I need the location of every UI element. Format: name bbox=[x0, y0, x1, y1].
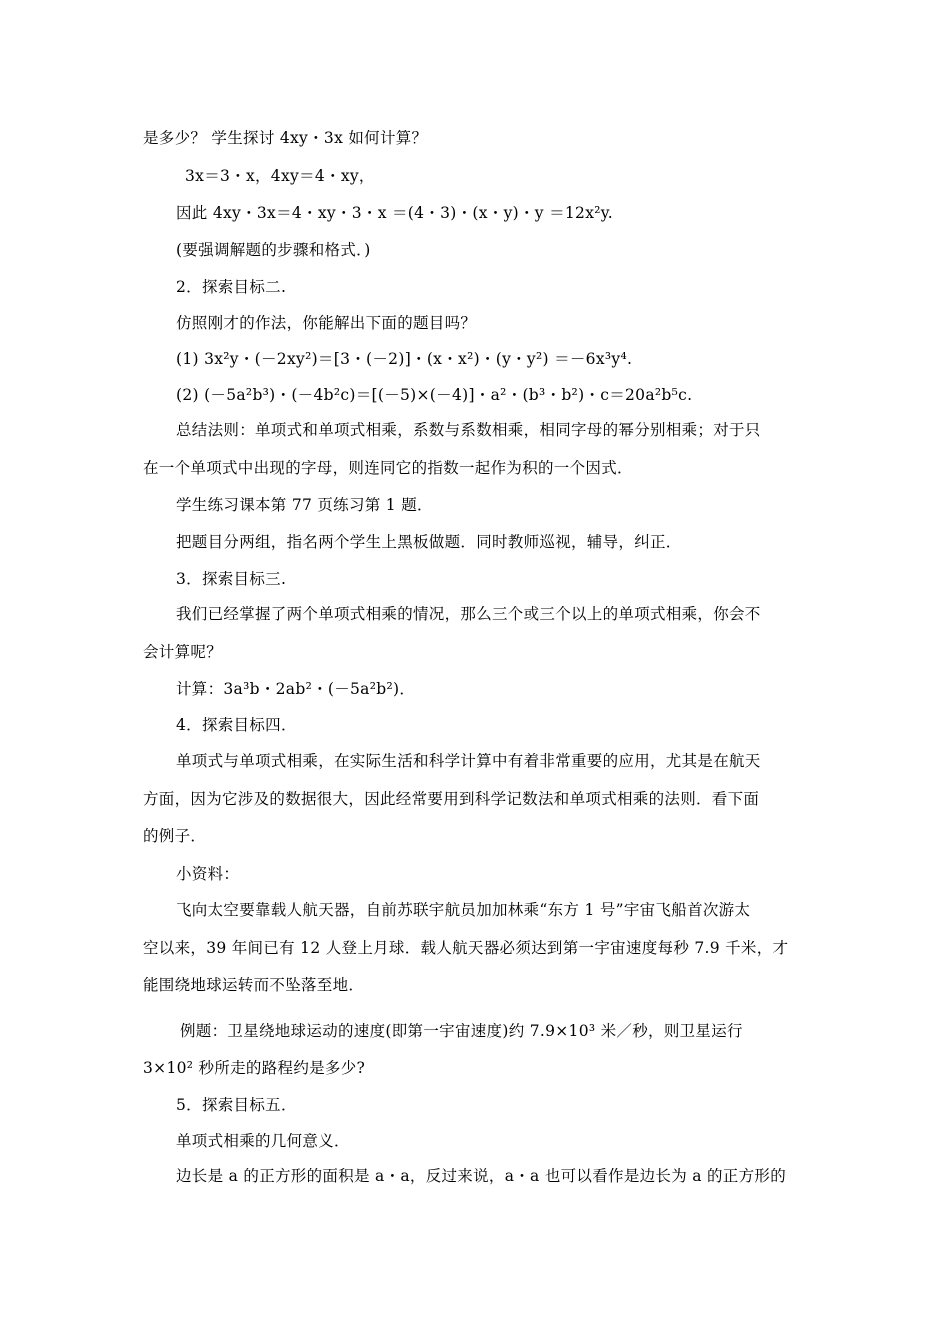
text-line: 边长是 a 的正方形的面积是 a・a，反过来说，a・a 也可以看作是边长为 a 的正方形的 bbox=[176, 1167, 787, 1185]
equation-line: 计算：3a³b・2ab²・(－5a²b²)． bbox=[176, 680, 416, 698]
text-line: 例题：卫星绕地球运动的速度(即第一宇宙速度)约 7.9×10³ 米／秒，则卫星运行 bbox=[180, 1022, 743, 1040]
text-line: 能围绕地球运转而不坠落至地． bbox=[143, 976, 365, 994]
text-line: 空以来，39 年间已有 12 人登上月球．载人航天器必须达到第一宇宙速度每秒 7.9 千米，才 bbox=[143, 939, 789, 957]
text-line: 在一个单项式中出现的字母，则连同它的指数一起作为积的一个因式． bbox=[143, 459, 633, 477]
text-line: 单项式相乘的几何意义． bbox=[176, 1132, 350, 1150]
text-line: 把题目分两组，指名两个学生上黑板做题．同时教师巡视，辅导，纠正． bbox=[176, 533, 682, 551]
section-heading: 2．探索目标二. bbox=[176, 278, 287, 296]
text-line: 小资料： bbox=[176, 865, 240, 883]
text-line: 单项式与单项式相乘，在实际生活和科学计算中有着非常重要的应用，尤其是在航天 bbox=[176, 752, 761, 770]
text-line: 3x＝3・x，4xy＝4・xy， bbox=[185, 167, 375, 185]
text-line: 会计算呢？ bbox=[143, 643, 223, 661]
equation-line: (2) (－5a²b³)・(－4b²c)＝[(－5)×(－4)]・a²・(b³・b²)・c＝20a²b⁵c. bbox=[176, 386, 693, 404]
text-line: 我们已经掌握了两个单项式相乘的情况，那么三个或三个以上的单项式相乘，你会不 bbox=[176, 605, 761, 623]
text-line: 飞向太空要靠载人航天器，自前苏联宇航员加加林乘“东方 1 号”宇宙飞船首次游太 bbox=[176, 901, 751, 919]
text-line: 是多少？ 学生探讨 4xy・3x 如何计算？ bbox=[143, 129, 428, 147]
text-line: 方面，因为它涉及的数据很大，因此经常要用到科学记数法和单项式相乘的法则．看下面 bbox=[143, 790, 760, 808]
text-line: 3×10² 秒所走的路程约是多少? bbox=[143, 1059, 366, 1077]
text-line: 因此 4xy・3x＝4・xy・3・x ＝(4・3)・(x・y)・y ＝12x²y. bbox=[176, 204, 613, 222]
text-line: 仿照刚才的作法，你能解出下面的题目吗？ bbox=[176, 314, 477, 332]
equation-line: (1) 3x²y・(－2xy²)＝[3・(－2)]・(x・x²)・(y・y²) ＝－6x³y⁴. bbox=[176, 350, 633, 368]
section-heading: 4．探索目标四． bbox=[176, 716, 297, 734]
text-line: (要强调解题的步骤和格式．) bbox=[176, 241, 371, 259]
text-line: 的例子． bbox=[143, 827, 207, 845]
text-line: 学生练习课本第 77 页练习第 1 题． bbox=[176, 496, 433, 514]
text-line: 总结法则：单项式和单项式相乘，系数与系数相乘，相同字母的幂分别相乘；对于只 bbox=[176, 421, 761, 439]
section-heading: 5．探索目标五． bbox=[176, 1096, 297, 1114]
section-heading: 3．探索目标三. bbox=[176, 570, 287, 588]
